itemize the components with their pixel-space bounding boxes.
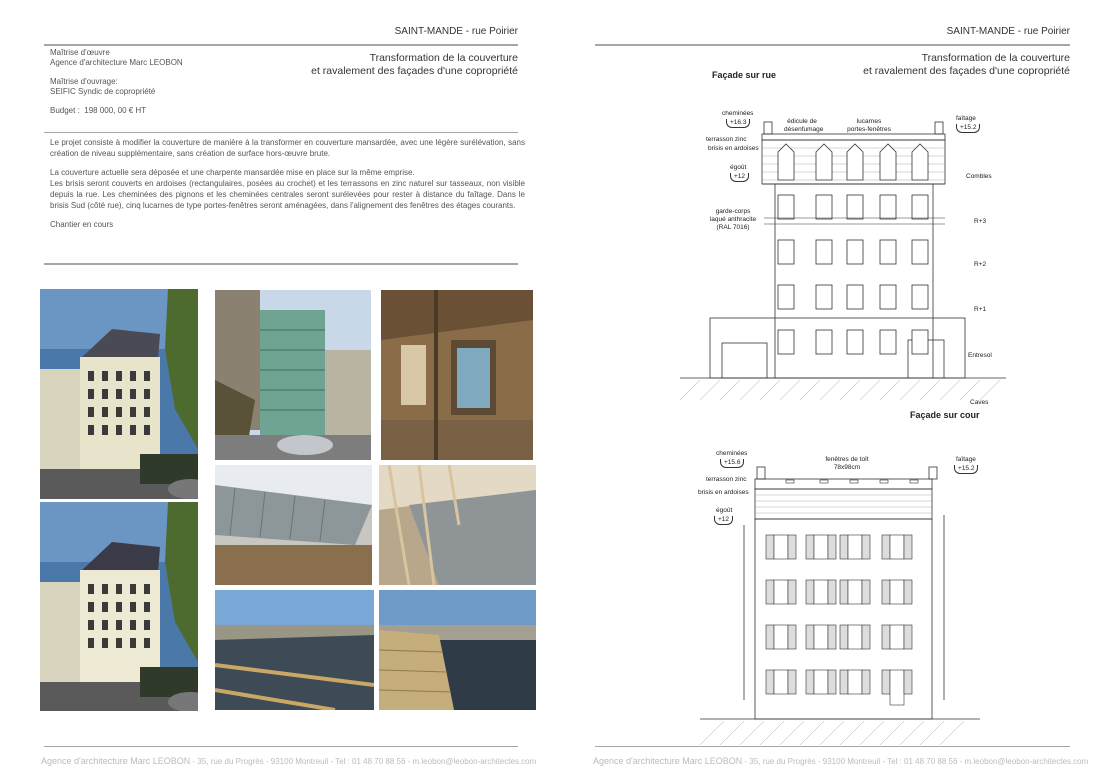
left-title-line2: et ravalement des façades d'une copropriété — [311, 65, 518, 77]
court-label-egout: égoût — [716, 507, 733, 514]
street-label-brisis: brisis en ardoises — [708, 145, 759, 152]
footer-address-right: - 35, rue du Progrès - 93100 Montreuil - Tel : 01 48 70 88 56 - m.leobon@leobon-architectes.com — [742, 757, 1089, 766]
photo-attic-interior — [381, 290, 533, 460]
photo-building-street-2 — [40, 502, 198, 711]
photo-scaffolding — [215, 290, 371, 460]
street-label-garde-corps: garde-corps laqué anthracite (RAL 7016) — [709, 208, 757, 231]
court-facade-heading: Façade sur cour — [910, 410, 980, 420]
photo-roof-terrace — [379, 590, 536, 710]
left-title-line1: Transformation de la couverture — [369, 52, 518, 64]
description-para2b: Les brisis seront couverts en ardoises (rectangulaires, posées au crochet) et les terrassons en zinc naturel sur tasseaux, non visible depuis la rue. Les cheminées des pignons et les cheminées centrales seront surélevées pour rester à distance du faîtage. Dans le brisis Sud (côté rue), cinq lucarnes de type portes-fenêtres seront aménagées, dans l'alignement des fenêtres des étages courants. — [50, 179, 525, 210]
budget-label: Budget : — [50, 106, 80, 115]
left-header-rule — [44, 44, 518, 46]
photo-roof-structure — [379, 465, 536, 585]
left-location: SAINT-MANDE - rue Poirier — [394, 26, 518, 37]
street-label-lucarnes: lucarnes portes-fenêtres — [847, 118, 891, 133]
left-body-rule — [44, 263, 518, 265]
street-label-edicule: édicule de désenfumage — [784, 118, 824, 133]
right-location: SAINT-MANDE - rue Poirier — [946, 26, 1070, 37]
court-level-cheminees: +15.6 — [720, 459, 744, 468]
project-description — [50, 137, 525, 230]
court-label-fenetres: fenêtres de toît 78x98cm — [825, 456, 869, 471]
photo-building-street-1 — [40, 289, 198, 499]
left-section-rule — [44, 132, 518, 133]
budget-value: 198 000, 00 € HT — [84, 106, 147, 115]
description-para2a: La couverture actuelle sera déposée et une charpente mansardée mise en place sur la même emprise. — [50, 168, 415, 177]
left-project-title — [280, 52, 518, 78]
footer-address: - 35, rue du Progrès - 93100 Montreuil - Tel : 01 48 70 88 56 - m.leobon@leobon-architectes.com — [190, 757, 537, 766]
street-label-cheminees: cheminées — [722, 110, 754, 117]
court-label-terrasson: terrasson zinc — [706, 476, 747, 483]
right-footer-rule — [595, 746, 1070, 747]
street-level-cheminees: +16.3 — [726, 119, 750, 128]
street-level-r3: R+3 — [974, 218, 987, 225]
court-label-faitage: faîtage — [956, 456, 976, 463]
court-level-faitage: +15.2 — [954, 465, 978, 474]
right-header-rule — [595, 44, 1070, 46]
moe-value: Agence d'architecture Marc LEOBON — [50, 58, 183, 67]
left-footer-rule — [44, 746, 518, 747]
left-footer — [41, 756, 536, 766]
right-title-line2: et ravalement des façades d'une copropriété — [863, 65, 1070, 77]
mo-label: Maîtrise d'ouvrage: — [50, 77, 118, 86]
street-level-entresol: Entresol — [968, 352, 992, 359]
project-status: Chantier en cours — [50, 220, 114, 229]
street-level-r2: R+2 — [974, 261, 987, 268]
mo-value: SEIFIC Syndic de copropriété — [50, 87, 156, 96]
street-label-faitage: faîtage — [956, 115, 976, 122]
court-label-brisis: brisis en ardoises — [698, 489, 749, 496]
street-level-combles: Combles — [966, 173, 992, 180]
moe-label: Maîtrise d'œuvre — [50, 48, 110, 57]
right-project-title — [830, 52, 1070, 78]
court-level-egout: +12 — [714, 516, 733, 525]
street-level-caves: Caves — [970, 399, 989, 406]
street-label-egout: égoût — [730, 164, 747, 171]
budget-line — [50, 106, 300, 116]
street-level-faitage: +15.2 — [956, 124, 980, 133]
photo-zinc-roof — [215, 590, 374, 710]
street-level-r1: R+1 — [974, 306, 987, 313]
right-title-line1: Transformation de la couverture — [921, 52, 1070, 64]
footer-agency: Agence d'architecture Marc LEOBON — [41, 756, 191, 766]
footer-agency-right: Agence d'architecture Marc LEOBON — [593, 756, 743, 766]
court-facade-drawing — [700, 455, 980, 747]
street-label-terrasson: terrasson zinc — [706, 136, 747, 143]
project-credits — [50, 48, 300, 116]
court-label-cheminees: cheminées — [716, 450, 748, 457]
street-facade-heading: Façade sur rue — [712, 70, 777, 80]
right-footer — [593, 756, 1088, 766]
street-level-egout: +12 — [730, 173, 749, 182]
photo-roof-frame — [215, 465, 372, 585]
description-para1: Le projet consiste à modifier la couverture de manière à la transformer en couverture mansardée, avec une légère surélévation, sans création de niveau supplémentaire, sans création de surface hors-œuvre brute. — [50, 138, 525, 158]
